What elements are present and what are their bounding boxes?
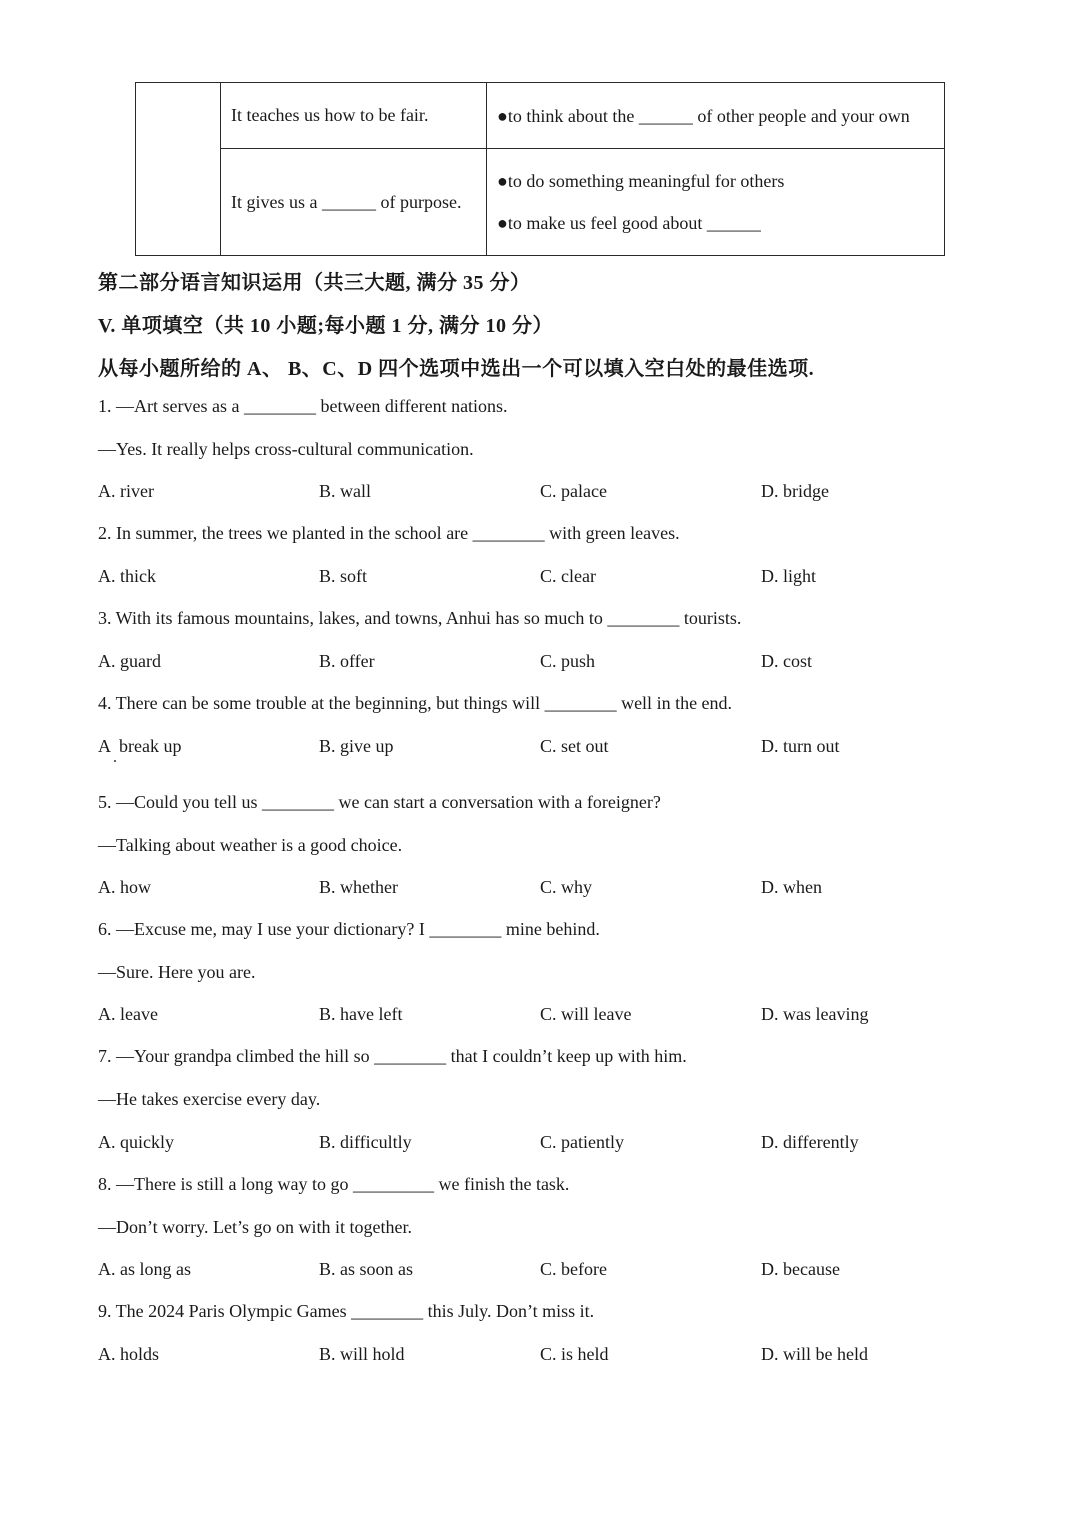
question-9-options [98,1344,978,1368]
question-1: 1. —Art serves as a ________ between different nations. [98,396,508,416]
option-b: B. difficultly [319,1132,412,1152]
section-v-heading: V. 单项填空（共 10 小题;每小题 1 分, 满分 10 分） [98,315,554,337]
question-4-options [98,736,978,760]
table-left-cell [136,83,221,256]
table-points-cell [487,83,945,149]
question-5: 5. —Could you tell us ________ we can start a conversation with a foreigner? [98,792,661,812]
question-7-reply: —He takes exercise every day. [98,1089,321,1109]
option-c: C. set out [540,736,609,756]
question-1-options [98,481,978,505]
table-points-cell [487,149,945,256]
reasons-table [135,82,945,256]
option-d: D. differently [761,1132,859,1152]
question-6-reply: —Sure. Here you are. [98,962,256,982]
question-7: 7. —Your grandpa climbed the hill so ________ that I couldn’t keep up with him. [98,1046,687,1066]
option-b: B. will hold [319,1344,405,1364]
option-d: D. because [761,1259,840,1279]
question-7-options [98,1132,978,1156]
table-point: ●to think about the ______ of other people and your own [497,105,910,126]
option-d: D. was leaving [761,1004,869,1024]
option-d: D. light [761,566,817,586]
question-3-options [98,651,978,675]
option-b: B. as soon as [319,1259,413,1279]
option-b: B. offer [319,651,375,671]
option-a: A. as long as [98,1259,191,1279]
table-reason-cell: It teaches us how to be fair. [221,83,487,149]
question-8: 8. —There is still a long way to go _________ we finish the task. [98,1174,570,1194]
option-a: A. how [98,877,151,897]
question-6-options [98,1004,978,1028]
option-a: A. holds [98,1344,160,1364]
question-1-reply: —Yes. It really helps cross-cultural communication. [98,439,474,459]
option-c: C. why [540,877,593,897]
option-b: B. have left [319,1004,403,1024]
table-point: ●to do something meaningful for others [497,171,785,191]
question-3: 3. With its famous mountains, lakes, and towns, Anhui has so much to ________ tourists. [98,608,742,628]
option-c: C. clear [540,566,596,586]
option-b: B. whether [319,877,398,897]
question-5-reply: —Talking about weather is a good choice. [98,835,403,855]
question-2-options [98,566,978,590]
question-9: 9. The 2024 Paris Olympic Games ________ this July. Don’t miss it. [98,1301,595,1321]
option-c: C. before [540,1259,607,1279]
table-row [136,149,945,256]
option-c: C. is held [540,1344,609,1364]
option-d: D. cost [761,651,812,671]
part2-heading: 第二部分语言知识运用（共三大题, 满分 35 分） [98,272,531,294]
option-c: C. will leave [540,1004,632,1024]
option-b: B. give up [319,736,394,756]
question-6: 6. —Excuse me, may I use your dictionary? I ________ mine behind. [98,919,600,939]
option-a: A. quickly [98,1132,174,1152]
option-d: D. will be held [761,1344,868,1364]
option-c: C. patiently [540,1132,624,1152]
option-b: B. wall [319,481,371,501]
stray-dot [114,760,116,762]
option-c: C. push [540,651,596,671]
option-c: C. palace [540,481,607,501]
option-a: A. river [98,481,154,501]
option-d: D. when [761,877,822,897]
instruction: 从每小题所给的 A、 B、C、D 四个选项中选出一个可以填入空白处的最佳选项. [98,358,815,380]
option-a: A break up [98,736,182,756]
table-reason-cell: It gives us a ______ of purpose. [221,149,487,256]
table-row [136,83,945,149]
question-5-options [98,877,978,901]
question-2: 2. In summer, the trees we planted in the school are ________ with green leaves. [98,523,680,543]
question-4: 4. There can be some trouble at the beginning, but things will ________ well in the end. [98,693,733,713]
option-d: D. turn out [761,736,840,756]
option-a: A. guard [98,651,161,671]
option-a: A. leave [98,1004,158,1024]
option-a: A. thick [98,566,156,586]
option-b: B. soft [319,566,368,586]
option-d: D. bridge [761,481,829,501]
table-point: ●to make us feel good about ______ [497,213,761,233]
question-8-options [98,1259,978,1283]
question-8-reply: —Don’t worry. Let’s go on with it together. [98,1217,412,1237]
